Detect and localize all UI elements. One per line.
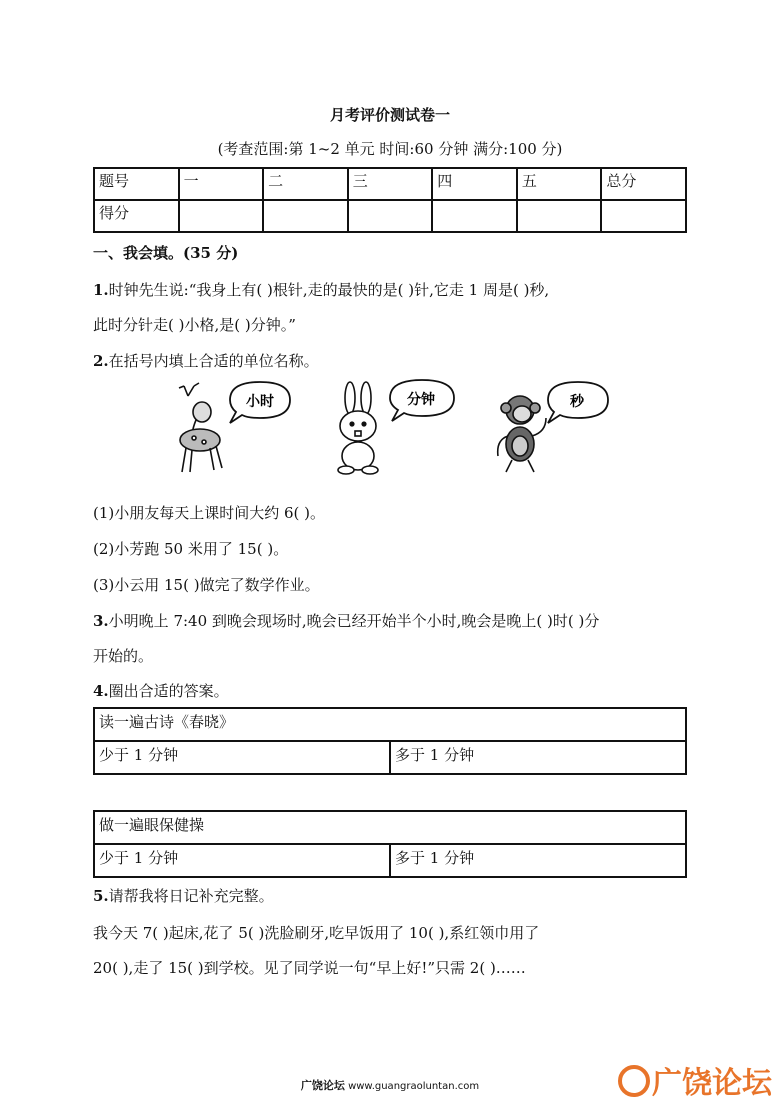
score-header-cell: 三 bbox=[348, 168, 433, 200]
score-cell[interactable] bbox=[517, 200, 602, 232]
question-5-line-1: 我今天 7( )起床,花了 5( )洗脸刷牙,吃早饭用了 10( ),系红领巾用了 bbox=[93, 924, 540, 942]
score-row-label: 得分 bbox=[94, 200, 179, 232]
choice-table-poem bbox=[93, 707, 687, 775]
choice-table-eye-exercise bbox=[93, 810, 687, 878]
question-text: 请帮我将日记补充完整。 bbox=[108, 887, 274, 905]
question-4 bbox=[93, 680, 229, 701]
question-number: 2. bbox=[93, 352, 109, 370]
site-logo bbox=[618, 1058, 772, 1102]
question-5-line-2: 20( ),走了 15( )到学校。见了同学说一句“早上好!”只需 2( )…… bbox=[93, 959, 526, 977]
question-2-item-2: (2)小芳跑 50 米用了 15( )。 bbox=[93, 540, 289, 558]
score-header-cell: 总分 bbox=[601, 168, 686, 200]
question-5 bbox=[93, 885, 274, 906]
choice-option-less[interactable]: 少于 1 分钟 bbox=[94, 741, 390, 774]
bubble-label-seconds: 秒 bbox=[570, 394, 584, 410]
choice-option-more[interactable]: 多于 1 分钟 bbox=[390, 741, 686, 774]
rabbit-icon bbox=[338, 382, 378, 474]
question-2-item-3: (3)小云用 15( )做完了数学作业。 bbox=[93, 576, 320, 594]
choice-table-header: 做一遍眼保健操 bbox=[94, 811, 686, 844]
question-number: 3. bbox=[93, 612, 109, 630]
choice-table-header: 读一遍古诗《春晓》 bbox=[94, 708, 686, 741]
footer-brand: 广饶论坛 bbox=[300, 1079, 345, 1092]
question-number: 5. bbox=[93, 887, 109, 905]
score-table-header-row bbox=[94, 168, 686, 200]
question-2-item-1: (1)小朋友每天上课时间大约 6( )。 bbox=[93, 504, 326, 522]
score-cell[interactable] bbox=[348, 200, 433, 232]
question-number: 1. bbox=[93, 281, 109, 299]
score-cell[interactable] bbox=[432, 200, 517, 232]
logo-icon bbox=[618, 1065, 650, 1097]
bubble-label-hours: 小时 bbox=[246, 394, 274, 410]
page-title: 月考评价测试卷一 bbox=[329, 106, 450, 124]
question-text: 时钟先生说:“我身上有( )根针,走的最快的是( )针,它走 1 周是( )秒, bbox=[108, 281, 550, 299]
score-header-cell: 一 bbox=[179, 168, 264, 200]
score-table bbox=[93, 167, 687, 233]
score-header-cell: 题号 bbox=[94, 168, 179, 200]
question-3-line-2: 开始的。 bbox=[93, 647, 154, 665]
score-header-cell: 二 bbox=[263, 168, 348, 200]
footer-url[interactable]: www.guangraoluntan.com bbox=[348, 1081, 480, 1092]
choice-option-more[interactable]: 多于 1 分钟 bbox=[390, 844, 686, 877]
question-1-line-2: 此时分针走( )小格,是( )分钟。” bbox=[93, 316, 296, 334]
animal-illustrations bbox=[160, 378, 640, 478]
section-heading: 一、我会填。(35 分) bbox=[93, 244, 239, 262]
score-cell[interactable] bbox=[179, 200, 264, 232]
monkey-icon bbox=[498, 396, 546, 472]
score-cell[interactable] bbox=[263, 200, 348, 232]
choice-option-less[interactable]: 少于 1 分钟 bbox=[94, 844, 390, 877]
question-text: 在括号内填上合适的单位名称。 bbox=[108, 352, 319, 370]
score-header-cell: 五 bbox=[517, 168, 602, 200]
deer-icon bbox=[179, 383, 222, 472]
question-text: 小明晚上 7:40 到晚会现场时,晚会已经开始半个小时,晚会是晚上( )时( )分 bbox=[108, 612, 600, 630]
question-1-line-1 bbox=[93, 279, 549, 300]
score-header-cell: 四 bbox=[432, 168, 517, 200]
bubble-label-minutes: 分钟 bbox=[407, 392, 435, 408]
question-number: 4. bbox=[93, 682, 109, 700]
exam-scope: (考查范围:第 1~2 单元 时间:60 分钟 满分:100 分) bbox=[217, 140, 563, 158]
logo-text: 广饶论坛 bbox=[652, 1066, 772, 1101]
score-table-score-row bbox=[94, 200, 686, 232]
question-3-line-1 bbox=[93, 610, 599, 631]
score-cell[interactable] bbox=[601, 200, 686, 232]
question-text: 圈出合适的答案。 bbox=[108, 682, 229, 700]
question-2 bbox=[93, 350, 319, 371]
